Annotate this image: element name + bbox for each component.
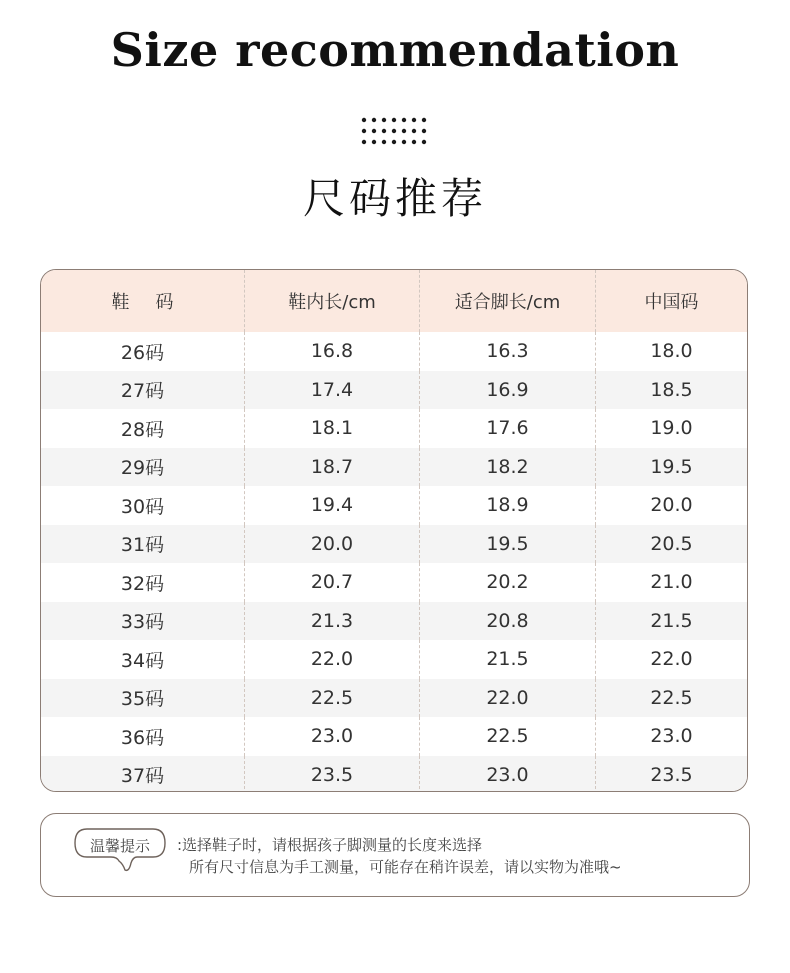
table-row bbox=[41, 332, 747, 371]
table-row bbox=[41, 717, 747, 756]
cell-shoe-size: 36码 bbox=[41, 717, 245, 756]
header-shoe-size: 鞋码 bbox=[41, 270, 245, 332]
cell-china-size: 21.0 bbox=[650, 571, 693, 594]
cell-shoe-size: 34码 bbox=[41, 640, 245, 679]
table-row bbox=[41, 486, 747, 525]
size-table bbox=[40, 269, 748, 792]
tip-line-1: :选择鞋子时，请根据孩子脚测量的长度来选择 bbox=[177, 836, 483, 854]
cell-foot-length: 23.0 bbox=[420, 756, 596, 793]
cell-china-size: 20.5 bbox=[650, 532, 693, 555]
cell-china-size: 19.5 bbox=[650, 455, 693, 478]
tip-badge-label: 温馨提示 bbox=[89, 837, 150, 855]
table-row bbox=[41, 602, 747, 641]
tip-badge bbox=[73, 826, 171, 888]
cell-china-size: 23.0 bbox=[650, 725, 693, 748]
cell-shoe-size: 28码 bbox=[41, 409, 245, 448]
cell-inner-length: 22.0 bbox=[245, 640, 420, 679]
cell-china-size: 23.5 bbox=[650, 763, 693, 786]
table-row bbox=[41, 525, 747, 564]
table-row bbox=[41, 409, 747, 448]
cell-inner-length: 20.0 bbox=[245, 525, 420, 564]
cell-shoe-size: 29码 bbox=[41, 448, 245, 487]
dots-divider-icon bbox=[361, 116, 427, 146]
cell-china-size: 22.5 bbox=[650, 686, 693, 709]
cell-shoe-size: 35码 bbox=[41, 679, 245, 718]
table-header bbox=[41, 270, 747, 332]
cell-foot-length: 20.8 bbox=[420, 602, 596, 641]
table-row bbox=[41, 679, 747, 718]
cell-china-size: 19.0 bbox=[650, 417, 693, 440]
cell-shoe-size: 31码 bbox=[41, 525, 245, 564]
cell-inner-length: 20.7 bbox=[245, 563, 420, 602]
table-row bbox=[41, 756, 747, 793]
tip-line-2: 所有尺寸信息为手工测量，可能存在稍许误差，请以实物为准哦~ bbox=[189, 858, 622, 876]
header-china-size: 中国码 bbox=[644, 292, 699, 313]
cell-inner-length: 18.1 bbox=[245, 409, 420, 448]
cell-china-size: 18.0 bbox=[650, 340, 693, 363]
table-row bbox=[41, 448, 747, 487]
cell-shoe-size: 33码 bbox=[41, 602, 245, 641]
cell-foot-length: 16.3 bbox=[420, 332, 596, 371]
cell-foot-length: 21.5 bbox=[420, 640, 596, 679]
cell-china-size: 21.5 bbox=[650, 609, 693, 632]
cell-china-size: 22.0 bbox=[650, 648, 693, 671]
cell-foot-length: 22.0 bbox=[420, 679, 596, 718]
cell-inner-length: 16.8 bbox=[245, 332, 420, 371]
table-row bbox=[41, 640, 747, 679]
cell-foot-length: 18.9 bbox=[420, 486, 596, 525]
cell-inner-length: 21.3 bbox=[245, 602, 420, 641]
cell-foot-length: 22.5 bbox=[420, 717, 596, 756]
tip-text bbox=[177, 834, 622, 878]
cell-inner-length: 19.4 bbox=[245, 486, 420, 525]
cell-china-size: 18.5 bbox=[650, 378, 693, 401]
cell-shoe-size: 27码 bbox=[41, 371, 245, 410]
cell-shoe-size: 26码 bbox=[41, 332, 245, 371]
header-inner-length: 鞋内长/cm bbox=[245, 270, 420, 332]
cell-foot-length: 20.2 bbox=[420, 563, 596, 602]
tip-box bbox=[40, 813, 750, 897]
cell-foot-length: 17.6 bbox=[420, 409, 596, 448]
cell-foot-length: 18.2 bbox=[420, 448, 596, 487]
table-row bbox=[41, 371, 747, 410]
cell-shoe-size: 37码 bbox=[41, 756, 245, 793]
page-title-en: Size recommendation bbox=[110, 23, 680, 77]
cell-inner-length: 18.7 bbox=[245, 448, 420, 487]
cell-shoe-size: 32码 bbox=[41, 563, 245, 602]
cell-inner-length: 17.4 bbox=[245, 371, 420, 410]
page-title-cn: 尺码推荐 bbox=[302, 174, 487, 223]
cell-inner-length: 22.5 bbox=[245, 679, 420, 718]
cell-inner-length: 23.0 bbox=[245, 717, 420, 756]
table-body bbox=[41, 332, 747, 792]
cell-inner-length: 23.5 bbox=[245, 756, 420, 793]
cell-foot-length: 16.9 bbox=[420, 371, 596, 410]
cell-china-size: 20.0 bbox=[650, 494, 693, 517]
cell-shoe-size: 30码 bbox=[41, 486, 245, 525]
header-foot-length: 适合脚长/cm bbox=[420, 270, 596, 332]
cell-foot-length: 19.5 bbox=[420, 525, 596, 564]
table-row bbox=[41, 563, 747, 602]
